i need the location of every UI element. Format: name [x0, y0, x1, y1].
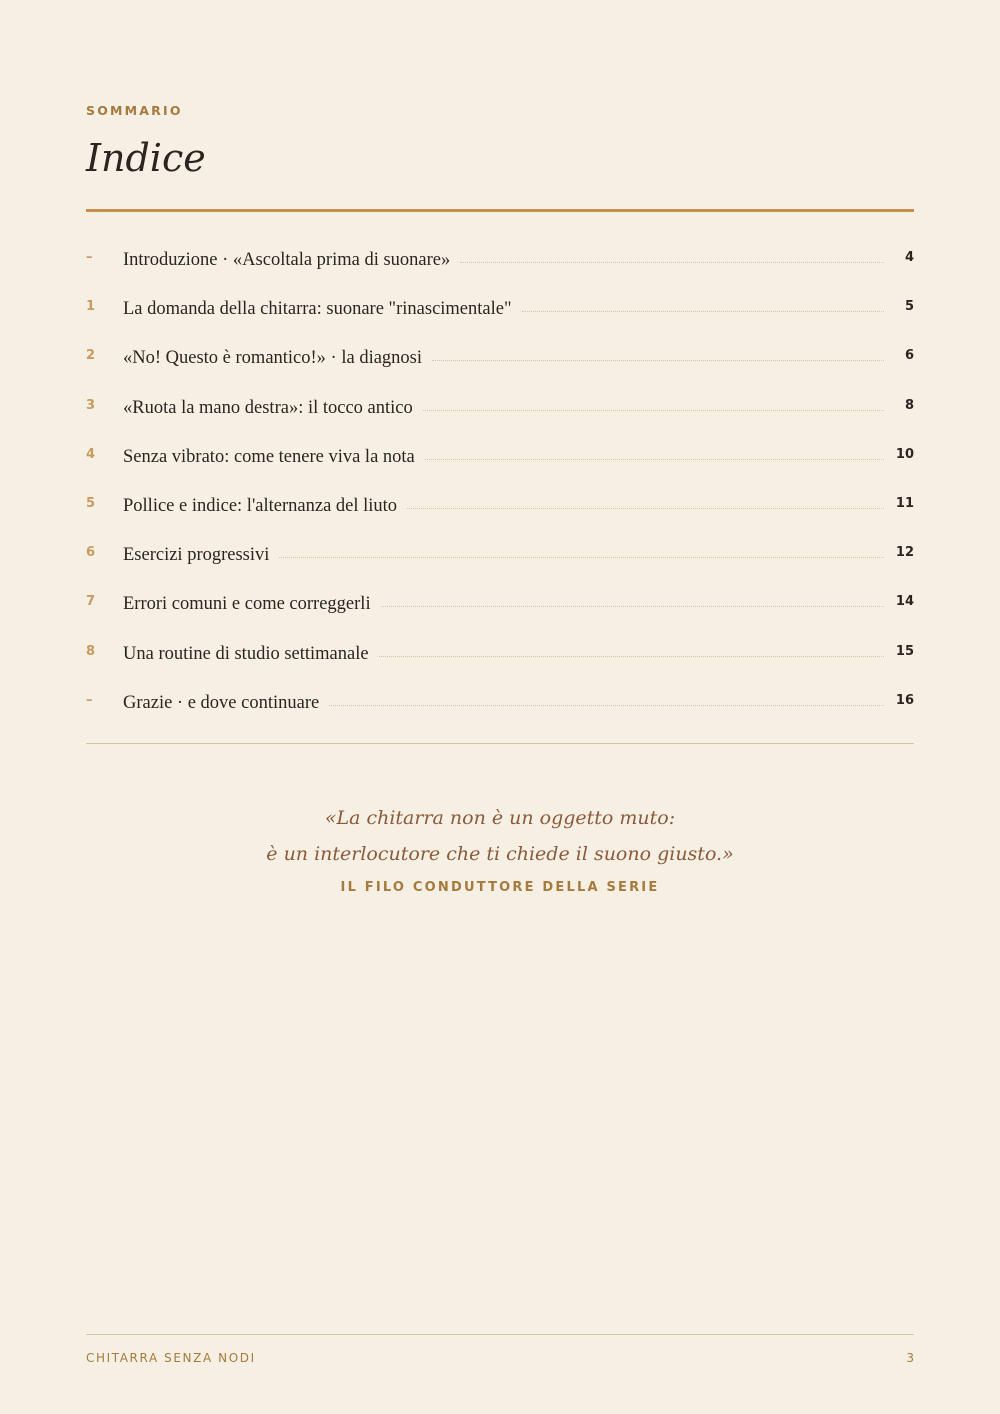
toc-entry-page: 5: [904, 299, 914, 315]
toc-entry-number: 6: [86, 545, 96, 561]
toc-entry-title[interactable]: La domanda della chitarra: suonare "rinascimentale": [123, 299, 512, 320]
dot-leader: [423, 410, 884, 411]
page-title: Indice: [86, 136, 206, 180]
toc-entry-title[interactable]: Pollice e indice: l'alternanza del liuto: [123, 495, 398, 516]
dot-leader: [381, 606, 884, 607]
dot-leader: [379, 656, 884, 657]
toc-entry-number: 1: [86, 299, 96, 315]
dot-leader: [425, 459, 884, 460]
toc-entry-title[interactable]: «No! Questo è romantico!» · la diagnosi: [123, 348, 423, 369]
toc-entry-page: 4: [904, 250, 914, 265]
toc-entry-number: 7: [86, 594, 96, 610]
toc-entry-5[interactable]: [86, 484, 914, 533]
footer-series-title: CHITARRA SENZA NODI: [86, 1351, 256, 1365]
toc-entry-number: 8: [86, 643, 96, 659]
toc-entry-page: 8: [904, 397, 914, 413]
toc-entry-title[interactable]: Esercizi progressivi: [123, 545, 270, 566]
table-of-contents: [86, 238, 914, 730]
toc-entry-number: 3: [86, 397, 96, 413]
footer-divider: [86, 1334, 914, 1335]
toc-entry-page: 10: [895, 446, 914, 462]
page: [86, 0, 914, 1414]
dot-leader: [407, 508, 884, 509]
toc-entry-number: 5: [86, 495, 96, 511]
dot-leader: [432, 360, 884, 361]
dot-leader: [522, 311, 884, 312]
footer-page-number: 3: [906, 1351, 914, 1365]
toc-entry-4[interactable]: [86, 435, 914, 484]
toc-entry-title[interactable]: Introduzione · «Ascoltala prima di suonare»: [123, 250, 451, 270]
toc-entry-outro[interactable]: [86, 681, 914, 730]
toc-entry-number: –: [86, 692, 93, 708]
toc-entry-title[interactable]: «Ruota la mano destra»: il tocco antico: [123, 397, 413, 418]
toc-entry-1[interactable]: [86, 287, 914, 336]
toc-entry-2[interactable]: [86, 336, 914, 385]
dot-leader: [460, 262, 884, 263]
epigraph-quote: [86, 800, 914, 872]
toc-entry-7[interactable]: [86, 582, 914, 631]
toc-entry-title[interactable]: Errori comuni e come correggerli: [123, 594, 371, 615]
title-divider: [86, 209, 914, 212]
dot-leader: [279, 557, 884, 558]
toc-entry-page: 16: [895, 692, 914, 708]
toc-entry-page: 11: [895, 495, 914, 511]
toc-entry-page: 6: [904, 348, 914, 364]
dot-leader: [329, 705, 884, 706]
toc-entry-page: 15: [895, 643, 914, 659]
toc-entry-number: –: [86, 250, 93, 265]
quote-caption: IL FILO CONDUTTORE DELLA SERIE: [340, 880, 660, 895]
toc-entry-8[interactable]: [86, 632, 914, 681]
toc-divider: [86, 743, 914, 744]
toc-entry-page: 14: [895, 594, 914, 610]
toc-entry-title[interactable]: Una routine di studio settimanale: [123, 643, 369, 664]
toc-entry-intro[interactable]: [86, 238, 914, 287]
toc-entry-title[interactable]: Senza vibrato: come tenere viva la nota: [123, 446, 415, 467]
toc-entry-title[interactable]: Grazie · e dove continuare: [123, 692, 320, 713]
toc-entry-number: 2: [86, 348, 96, 364]
quote-line-2: è un interlocutore che ti chiede il suono giusto.»: [266, 843, 734, 865]
section-kicker: SOMMARIO: [86, 103, 183, 118]
toc-entry-number: 4: [86, 446, 96, 462]
quote-line-1: «La chitarra non è un oggetto muto:: [324, 807, 676, 829]
toc-entry-3[interactable]: [86, 386, 914, 435]
toc-entry-page: 12: [895, 545, 914, 561]
toc-entry-6[interactable]: [86, 533, 914, 582]
